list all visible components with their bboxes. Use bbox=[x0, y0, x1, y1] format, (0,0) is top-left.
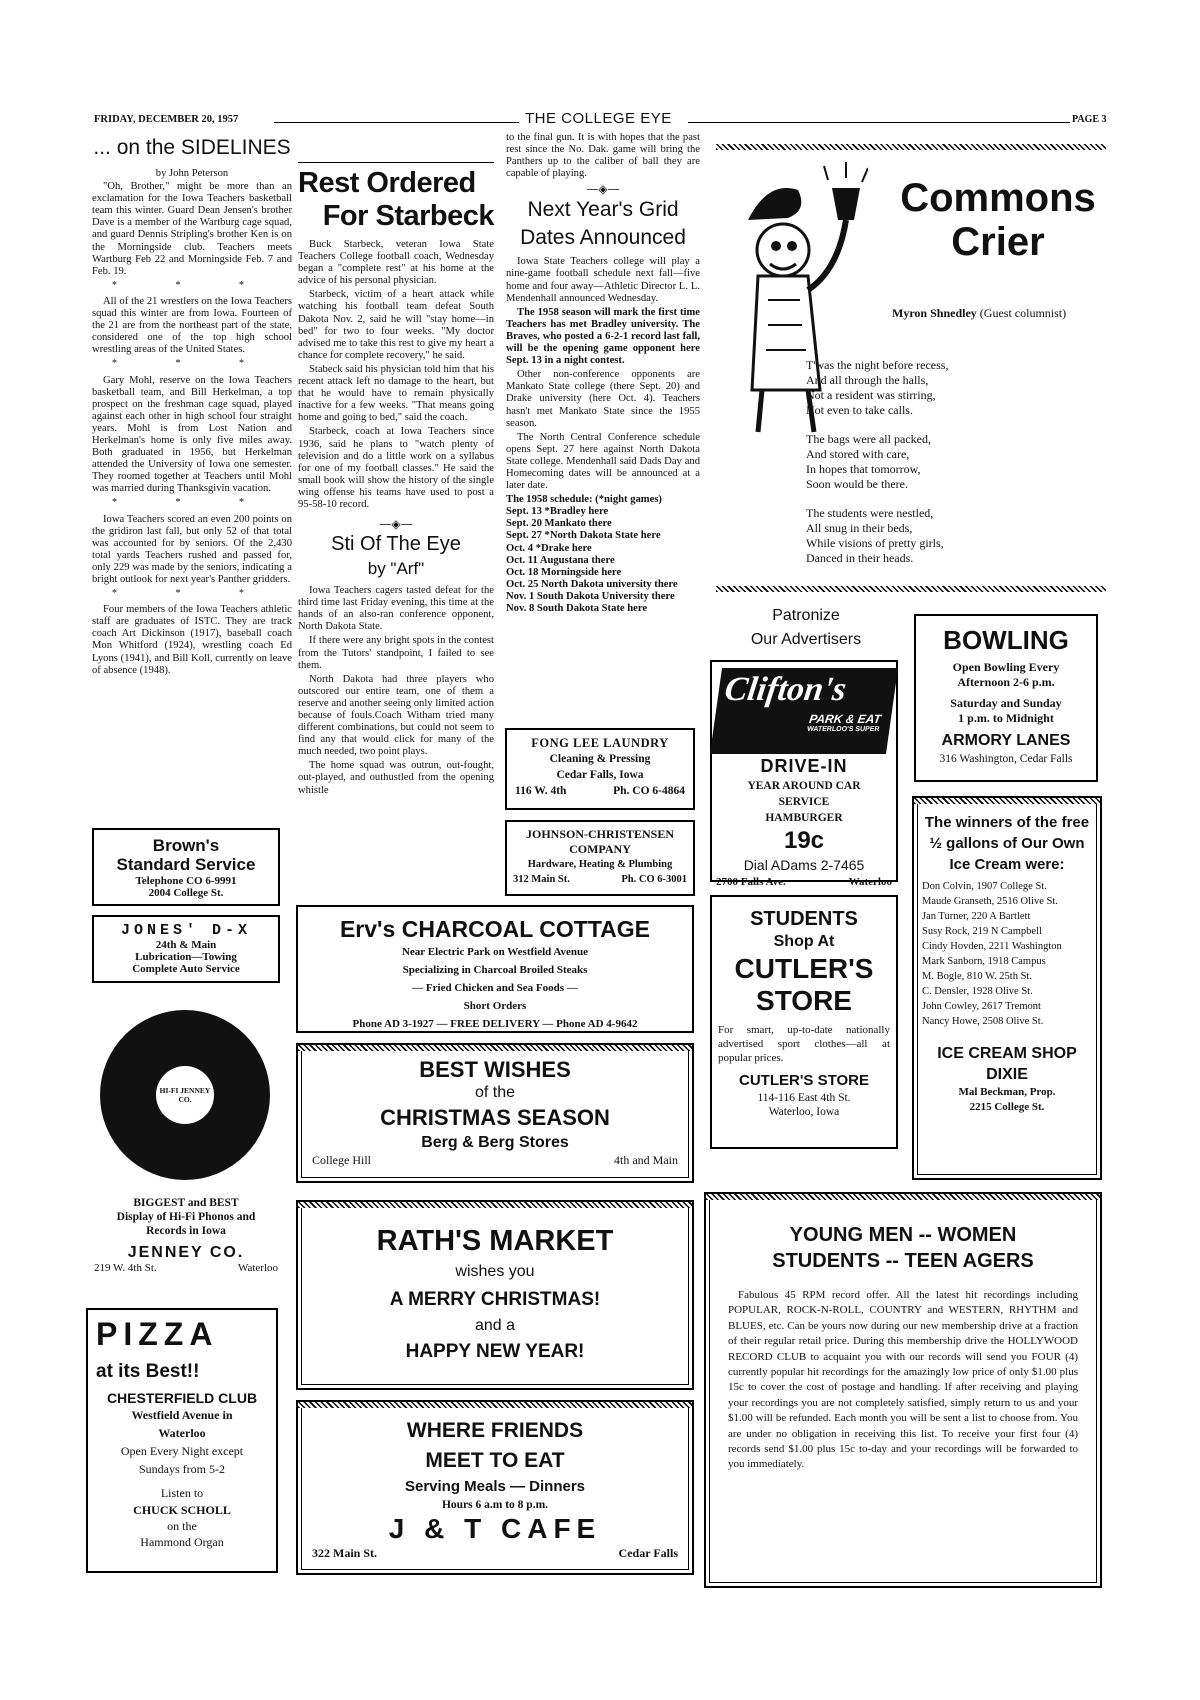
recess-poem bbox=[806, 358, 1066, 566]
schedule-item: Nov. 1 South Dakota University there bbox=[506, 590, 675, 602]
header-rule-left bbox=[274, 122, 519, 123]
commons-crier-title bbox=[892, 176, 1104, 264]
patronize-notice bbox=[716, 604, 896, 652]
border-pattern bbox=[706, 1194, 1100, 1200]
sidelines-paragraph: Iowa Teachers scored an even 200 points on the gridiron last fall, but only 52 of that total was accounted for by seniors. Of the 2,430 total yards Teachers rushed and passed for, only 229 was made by the seniors, indicating a bright outlook for next year's Panther gridders. bbox=[92, 513, 292, 585]
jt-city: Cedar Falls bbox=[618, 1546, 678, 1560]
ice-cream-address: 2215 College St. bbox=[969, 1101, 1045, 1113]
poem-line: Soon would be there. bbox=[806, 477, 908, 491]
separator-stars: * * * bbox=[112, 497, 272, 509]
sti-paragraph: The home squad was outrun, out-fought, out-played, and outhustled from the opening whistle bbox=[298, 760, 494, 796]
raths-line: and a bbox=[474, 1317, 516, 1334]
cutlers-name: STORE bbox=[756, 985, 852, 1016]
cliftons-logo bbox=[710, 668, 898, 754]
starbeck-paragraph: Stabeck said his physician told him that his recent attack left no damage to the heart, but that he would have to remain physically inactive for a few weeks. "That means going home and going to bed," said the coach. bbox=[298, 363, 494, 424]
cutlers-body: For smart, up-to-date nationally advertised sport clothes—all at popular prices. bbox=[718, 1024, 890, 1064]
border-pattern bbox=[298, 1202, 692, 1208]
starbeck-paragraph: Starbeck, victim of a heart attack while watching his football team defeat South Dakota Nov. 2, said he will "stay home—in bed" for two to four weeks. "My doctor advised me to take this rest to give my heart a chance for complete recovery," he said. bbox=[298, 289, 494, 361]
jt-headline: MEET TO EAT bbox=[425, 1449, 565, 1472]
header-rule-right bbox=[688, 122, 1070, 123]
bowling-line: 1 p.m. to Midnight bbox=[958, 711, 1054, 725]
winner-item: Jan Turner, 220 A Bartlett bbox=[922, 911, 1031, 922]
winner-item: M. Bogle, 810 W. 25th St. bbox=[922, 971, 1032, 982]
ervs-phones: Phone AD 3-1927 — FREE DELIVERY — Phone AD 4-9642 bbox=[352, 1018, 638, 1030]
johnson-address: 312 Main St. bbox=[513, 874, 570, 885]
winners-list bbox=[914, 879, 1100, 1029]
winner-item: Don Colvin, 1907 College St. bbox=[922, 881, 1047, 892]
jt-name: J & T CAFE bbox=[388, 1513, 602, 1544]
sidelines-article bbox=[92, 132, 292, 679]
schedule-item: Sept. 20 Mankato there bbox=[506, 518, 612, 530]
sidelines-paragraph: Gary Mohl, reserve on the Iowa Teachers basketball team, and Bill Herkelman, a top prospect on the freshman cage squad, played against each other in high school four straight years. Mohl is from Lost Nation and Herkelman's home is only five miles away. Both graduated in 1956, but Herkelman attended the University of Iowa one semester. They roomed together at Teachers until Mohl was married during Thanksgivin vacation. bbox=[92, 374, 292, 495]
ervs-ad bbox=[296, 905, 694, 1033]
pizza-line: CHUCK SCHOLL bbox=[133, 1503, 231, 1517]
jenney-name: JENNEY CO. bbox=[127, 1244, 245, 1261]
author-name: Myron Shnedley bbox=[892, 306, 977, 320]
cliftons-logo-text: PARK & EAT bbox=[808, 712, 882, 726]
johnson-name: JOHNSON-CHRISTENSEN bbox=[525, 827, 675, 841]
record-label-text: HI-FI JENNEY CO. bbox=[159, 1086, 211, 1104]
ervs-line: — Fried Chicken and Sea Foods — bbox=[412, 982, 578, 994]
jt-cafe-ad bbox=[296, 1400, 694, 1575]
jt-address: 322 Main St. bbox=[312, 1546, 378, 1560]
pizza-title: PIZZA bbox=[96, 1316, 219, 1352]
poem-line: T'was the night before recess, bbox=[806, 358, 949, 372]
jt-line: Serving Meals — Dinners bbox=[404, 1478, 586, 1495]
starbeck-article bbox=[298, 162, 494, 799]
bowling-line: Afternoon 2-6 p.m. bbox=[957, 675, 1055, 689]
poem-line: Not a resident was stirring, bbox=[806, 388, 936, 402]
pizza-subtitle: at its Best!! bbox=[96, 1361, 200, 1382]
winner-item: John Cowley, 2617 Tremont bbox=[922, 1001, 1041, 1012]
poem-line: Not even to take calls. bbox=[806, 403, 913, 417]
starbeck-paragraph: Starbeck, coach at Iowa Teachers since 1936, said he plans to "watch plenty of television and do a little work on a syllabus for one of my football classes." He said the small book will show the history of the single wing offense his teams have used to post a 95-58-10 record. bbox=[298, 426, 494, 510]
record-disc-image bbox=[100, 1010, 270, 1180]
bowling-line: Saturday and Sunday bbox=[950, 696, 1062, 710]
sidelines-byline: by John Peterson bbox=[155, 168, 229, 179]
bowling-name: ARMORY LANES bbox=[941, 732, 1071, 749]
ice-cream-shop-name: DIXIE bbox=[986, 1066, 1028, 1083]
fong-phone: Ph. CO 6-4864 bbox=[613, 785, 685, 797]
schedule-item: Oct. 11 Augustana there bbox=[506, 554, 615, 566]
grid-article bbox=[506, 132, 700, 615]
cliftons-city: Waterloo bbox=[848, 876, 892, 888]
crier-title: Crier bbox=[951, 220, 1045, 264]
jones-line: Lubrication—Towing bbox=[135, 951, 237, 963]
cutlers-line: Shop At bbox=[773, 933, 835, 950]
sidelines-title: ... on the SIDELINES bbox=[93, 136, 291, 159]
bowling-title: BOWLING bbox=[943, 625, 1069, 655]
grid-paragraph: The 1958 season will mark the first time Teachers has met Bradley university. The Braves, who posted a 6-2-1 record last fall, will be the opening game opponent here Sept. 13 in a night contest. bbox=[506, 306, 700, 367]
sti-paragraph: If there were any bright spots in the contest from the Tutors' standpoint, I failed to see them. bbox=[298, 635, 494, 671]
schedule-item: Oct. 18 Morningside here bbox=[506, 566, 622, 578]
eye-ornament-icon: —◈— bbox=[379, 517, 413, 532]
pizza-line: Sundays from 5-2 bbox=[139, 1462, 225, 1476]
border-pattern bbox=[716, 586, 1106, 592]
winner-item: Maude Granseth, 2516 Olive St. bbox=[922, 896, 1058, 907]
sti-byline: by "Arf" bbox=[367, 559, 425, 579]
cliftons-price: 19c bbox=[783, 827, 825, 854]
best-wishes-store: Berg & Berg Stores bbox=[421, 1134, 569, 1151]
cliftons-line: SERVICE bbox=[778, 796, 830, 808]
johnson-phone: Ph. CO 6-3001 bbox=[621, 874, 687, 885]
best-wishes-title: BEST WISHES bbox=[419, 1057, 571, 1082]
poem-line: And stored with care, bbox=[806, 447, 910, 461]
grid-paragraph: Other non-conference opponents are Mankato State college (there Sept. 20) and Drake university (here Oct. 4). Teachers hasn't met Mankato State since the 1955 season. bbox=[506, 369, 700, 429]
schedule-item: Sept. 27 *North Dakota State here bbox=[506, 530, 661, 542]
jenney-address: 219 W. 4th St. bbox=[94, 1262, 157, 1274]
poem-line: The bags were all packed, bbox=[806, 432, 931, 446]
jones-line: Complete Auto Service bbox=[132, 963, 240, 975]
commons-title: Commons bbox=[900, 176, 1096, 220]
ervs-line: Short Orders bbox=[463, 1000, 527, 1012]
fong-line: Cedar Falls, Iowa bbox=[556, 769, 644, 781]
bowling-line: Open Bowling Every bbox=[952, 660, 1060, 674]
header-page: PAGE 3 bbox=[1072, 114, 1107, 125]
schedule-label: The 1958 schedule: (*night games) bbox=[506, 494, 662, 506]
grid-headline-2: Dates Announced bbox=[520, 226, 686, 250]
record-club-body: Fabulous 45 RPM record offer. All the latest hit recordings including POPULAR, ROCK-N-ROLL, COUNTRY and WESTERN, RHYTHM and BLUES, etc. Can be yours now during our new membership drive at a fraction of their regular retail price. During this membership drive the HOLLYWOOD RECORD CLUB to acquaint you with our records will send you FOUR (4) currently popular hit recordings for the amazingly low price of only $1.00 plus 15c to cover the cost of postage and handling. If after receiving and playing your recordings you are not completely satisfied, simply return to us and your $1.00 will be refunded. Each month you will be sent a list to choose from. You are under no obligation in receiving this list. To receive your first four (4) records send $1.00 plus 15c to-day and your recordings will be forwarded to you immediately. bbox=[728, 1289, 1078, 1471]
fong-name: FONG LEE LAUNDRY bbox=[531, 736, 669, 750]
patronize-line: Patronize bbox=[772, 607, 840, 624]
johnson-christensen-ad bbox=[505, 820, 695, 896]
best-wishes-ad bbox=[296, 1043, 694, 1183]
ervs-name: Erv's CHARCOAL COTTAGE bbox=[339, 916, 651, 942]
browns-subtitle: Standard Service bbox=[116, 855, 256, 874]
bowling-ad bbox=[914, 614, 1098, 782]
pizza-line: Hammond Organ bbox=[140, 1535, 224, 1549]
sidelines-paragraph: "Oh, Brother," might be more than an exclamation for the Iowa Teachers basketball team this winter. Guard Dean Jensen's brother Dave is a member of the Wartburg cage squad, and guard Dennis Stripling's brother Ken is on the Morningside club. Teachers meets Wartburg Feb 22 and Morningside Feb. 7 and Feb. 19. bbox=[92, 181, 292, 277]
grid-headline-1: Next Year's Grid bbox=[527, 198, 679, 222]
cliftons-logo-text: Clifton's bbox=[722, 671, 849, 708]
border-pattern bbox=[716, 144, 1106, 150]
best-wishes-location: College Hill bbox=[312, 1153, 371, 1167]
jenney-line: Records in Iowa bbox=[146, 1225, 226, 1237]
cutlers-store-name: CUTLER'S STORE bbox=[739, 1072, 869, 1089]
sti-headline: Sti Of The Eye bbox=[331, 533, 461, 556]
cutlers-name: CUTLER'S bbox=[734, 953, 874, 984]
separator-stars: * * * bbox=[112, 358, 272, 370]
best-wishes-location: 4th and Main bbox=[614, 1153, 678, 1167]
cliftons-ad bbox=[710, 660, 898, 888]
browns-address: 2004 College St. bbox=[148, 887, 224, 899]
ervs-line: Near Electric Park on Westfield Avenue bbox=[401, 946, 589, 958]
winner-item: Nancy Howe, 2508 Olive St. bbox=[922, 1016, 1044, 1027]
pizza-line: Waterloo bbox=[158, 1426, 206, 1440]
pizza-line: Westfield Avenue in bbox=[131, 1408, 233, 1422]
starbeck-headline-1: Rest Ordered bbox=[298, 167, 476, 199]
pizza-line: Open Every Night except bbox=[120, 1444, 244, 1458]
cliftons-details bbox=[712, 778, 896, 890]
cutlers-address: 114-116 East 4th St. bbox=[757, 1092, 851, 1104]
jones-ad bbox=[92, 915, 280, 983]
pizza-club-name: CHESTERFIELD CLUB bbox=[106, 1390, 258, 1406]
record-label bbox=[156, 1066, 214, 1124]
schedule-item: Sept. 13 *Bradley here bbox=[506, 506, 609, 518]
ice-cream-title: The winners of the free ½ gallons of Our Own Ice Cream were: bbox=[924, 814, 1090, 873]
record-club-headline: YOUNG MEN -- WOMEN bbox=[789, 1224, 1017, 1246]
author-note: (Guest columnist) bbox=[979, 306, 1067, 320]
jt-hours: Hours 6 a.m to 8 p.m. bbox=[441, 1499, 549, 1511]
fong-address: 116 W. 4th bbox=[515, 785, 567, 797]
border-pattern bbox=[298, 1402, 692, 1408]
border-pattern bbox=[298, 1045, 692, 1051]
sti-paragraph: North Dakota had three players who outscored our entire team, one of them a reserve and another seeing only limited action because of fouls.Coach Witham tried many different combinations, but could not seem to find any that would click for many of the much needed, two point plays. bbox=[298, 673, 494, 758]
raths-name: RATH'S MARKET bbox=[376, 1225, 614, 1257]
winner-item: Cindy Hovden, 2211 Washington bbox=[922, 941, 1062, 952]
cliftons-address: 2700 Falls Ave. bbox=[716, 876, 786, 888]
grid-paragraph: The North Central Conference schedule opens Sept. 27 here against North Dakota State college. Mendenhall said Dads Day and Homecoming dates will be announced at a later date. bbox=[506, 431, 700, 492]
schedule-list bbox=[506, 506, 700, 615]
poem-line: In hopes that tomorrow, bbox=[806, 462, 921, 476]
jenney-city: Waterloo bbox=[237, 1262, 278, 1274]
best-wishes-line: of the bbox=[474, 1084, 516, 1101]
raths-greeting: HAPPY NEW YEAR! bbox=[405, 1341, 585, 1362]
browns-name: Brown's bbox=[152, 836, 220, 855]
ice-cream-shop-name: ICE CREAM SHOP bbox=[937, 1045, 1077, 1062]
winner-item: Susy Rock, 219 N Campbell bbox=[922, 926, 1042, 937]
patronize-line: Our Advertisers bbox=[750, 631, 862, 648]
browns-ad bbox=[92, 828, 280, 906]
header-date: FRIDAY, DECEMBER 20, 1957 bbox=[94, 114, 241, 125]
header-paper-name: THE COLLEGE EYE bbox=[522, 110, 675, 127]
best-wishes-title: CHRISTMAS SEASON bbox=[380, 1105, 610, 1130]
johnson-line: Hardware, Heating & Plumbing bbox=[527, 859, 673, 870]
schedule-item: Oct. 25 North Dakota university there bbox=[506, 578, 678, 590]
raths-line: wishes you bbox=[455, 1263, 535, 1280]
poem-line: And all through the halls, bbox=[806, 373, 929, 387]
raths-greeting: A MERRY CHRISTMAS! bbox=[389, 1289, 601, 1310]
cliftons-line: HAMBURGER bbox=[765, 812, 843, 824]
sti-paragraph: Iowa Teachers cagers tasted defeat for the third time last Friday evening, this time at the hands of an also-ran conference opponent, North Dakota State. bbox=[298, 585, 494, 633]
jt-headline: WHERE FRIENDS bbox=[406, 1419, 584, 1442]
poem-line: All snug in their beds, bbox=[806, 521, 913, 535]
poem-line: The students were nestled, bbox=[806, 506, 934, 520]
cliftons-line: YEAR AROUND CAR bbox=[747, 780, 861, 792]
cutlers-ad bbox=[710, 895, 898, 1149]
sti-continuation: to the final gun. It is with hopes that the past rest since the No. Dak. game will bring the Panthers up to the caliber of ball they are capable of playing. bbox=[506, 132, 700, 180]
ervs-line: Specializing in Charcoal Broiled Steaks bbox=[402, 964, 588, 976]
cutlers-headline: STUDENTS bbox=[750, 908, 858, 930]
cutlers-city: Waterloo, Iowa bbox=[768, 1106, 840, 1118]
fong-lee-ad bbox=[505, 728, 695, 810]
pizza-line: on the bbox=[167, 1519, 197, 1533]
starbeck-headline-2: For Starbeck bbox=[322, 200, 494, 232]
poem-line: Danced in their heads. bbox=[806, 551, 914, 565]
pizza-line: Listen to bbox=[160, 1486, 204, 1500]
separator-stars: * * * bbox=[112, 279, 272, 291]
record-club-headline: STUDENTS -- TEEN AGERS bbox=[772, 1250, 1034, 1272]
jenney-line: BIGGEST and BEST bbox=[133, 1197, 239, 1209]
sidelines-paragraph: Four members of the Iowa Teachers athletic staff are graduates of ISTC. They are track coach Art Dickinson (1917), baseball coach Mon Whitford (1924), wrestling coach Ed Lyons (1941), and Bill Koll, currently on leave of absence (1948). bbox=[92, 604, 292, 676]
jones-name: JONES' D-X bbox=[120, 922, 251, 939]
raths-market-ad bbox=[296, 1200, 694, 1390]
sidelines-paragraph: All of the 21 wrestlers on the Iowa Teachers squad this winter are from Iowa. Fourteen of the 21 are from the northeast part of the state, considered one of the top high school wrestling areas of the United States. bbox=[92, 295, 292, 356]
poem-line: While visions of pretty girls, bbox=[806, 536, 944, 550]
pizza-ad bbox=[86, 1308, 278, 1573]
browns-phone: Telephone CO 6-9991 bbox=[135, 875, 237, 887]
record-club-ad bbox=[704, 1192, 1102, 1588]
cliftons-logo-text: WATERLOO'S SUPER bbox=[806, 726, 880, 733]
cliftons-drive-in: DRIVE-IN bbox=[760, 756, 848, 776]
separator-stars: * * * bbox=[112, 588, 272, 600]
ice-cream-ad bbox=[912, 796, 1102, 1180]
eye-ornament-icon: —◈— bbox=[586, 182, 620, 197]
johnson-name: COMPANY bbox=[569, 842, 631, 856]
starbeck-paragraph: Buck Starbeck, veteran Iowa State Teachers College football coach, Wednesday began a "complete rest" at his home at the advice of his personal physician. bbox=[298, 239, 494, 287]
schedule-item: Oct. 4 *Drake here bbox=[506, 542, 592, 554]
jones-line: 24th & Main bbox=[155, 939, 217, 951]
grid-paragraph: Iowa State Teachers college will play a nine-game football schedule next fall—five home and four away—Athletic Director L. L. Mendenhall announced Wednesday. bbox=[506, 256, 700, 304]
bowling-address: 316 Washington, Cedar Falls bbox=[939, 753, 1073, 765]
jenney-ad bbox=[88, 1196, 284, 1274]
commons-author bbox=[892, 306, 1112, 321]
winner-item: Mark Sanborn, 1918 Campus bbox=[922, 956, 1046, 967]
schedule-item: Nov. 8 South Dakota State here bbox=[506, 603, 648, 614]
fong-line: Cleaning & Pressing bbox=[549, 753, 651, 765]
jenney-line: Display of Hi-Fi Phonos and bbox=[116, 1211, 256, 1223]
cliftons-phone: Dial ADams 2-7465 bbox=[743, 857, 865, 873]
ice-cream-proprietor: Mal Beckman, Prop. bbox=[958, 1086, 1056, 1098]
winner-item: C. Densler, 1928 Olive St. bbox=[922, 986, 1033, 997]
